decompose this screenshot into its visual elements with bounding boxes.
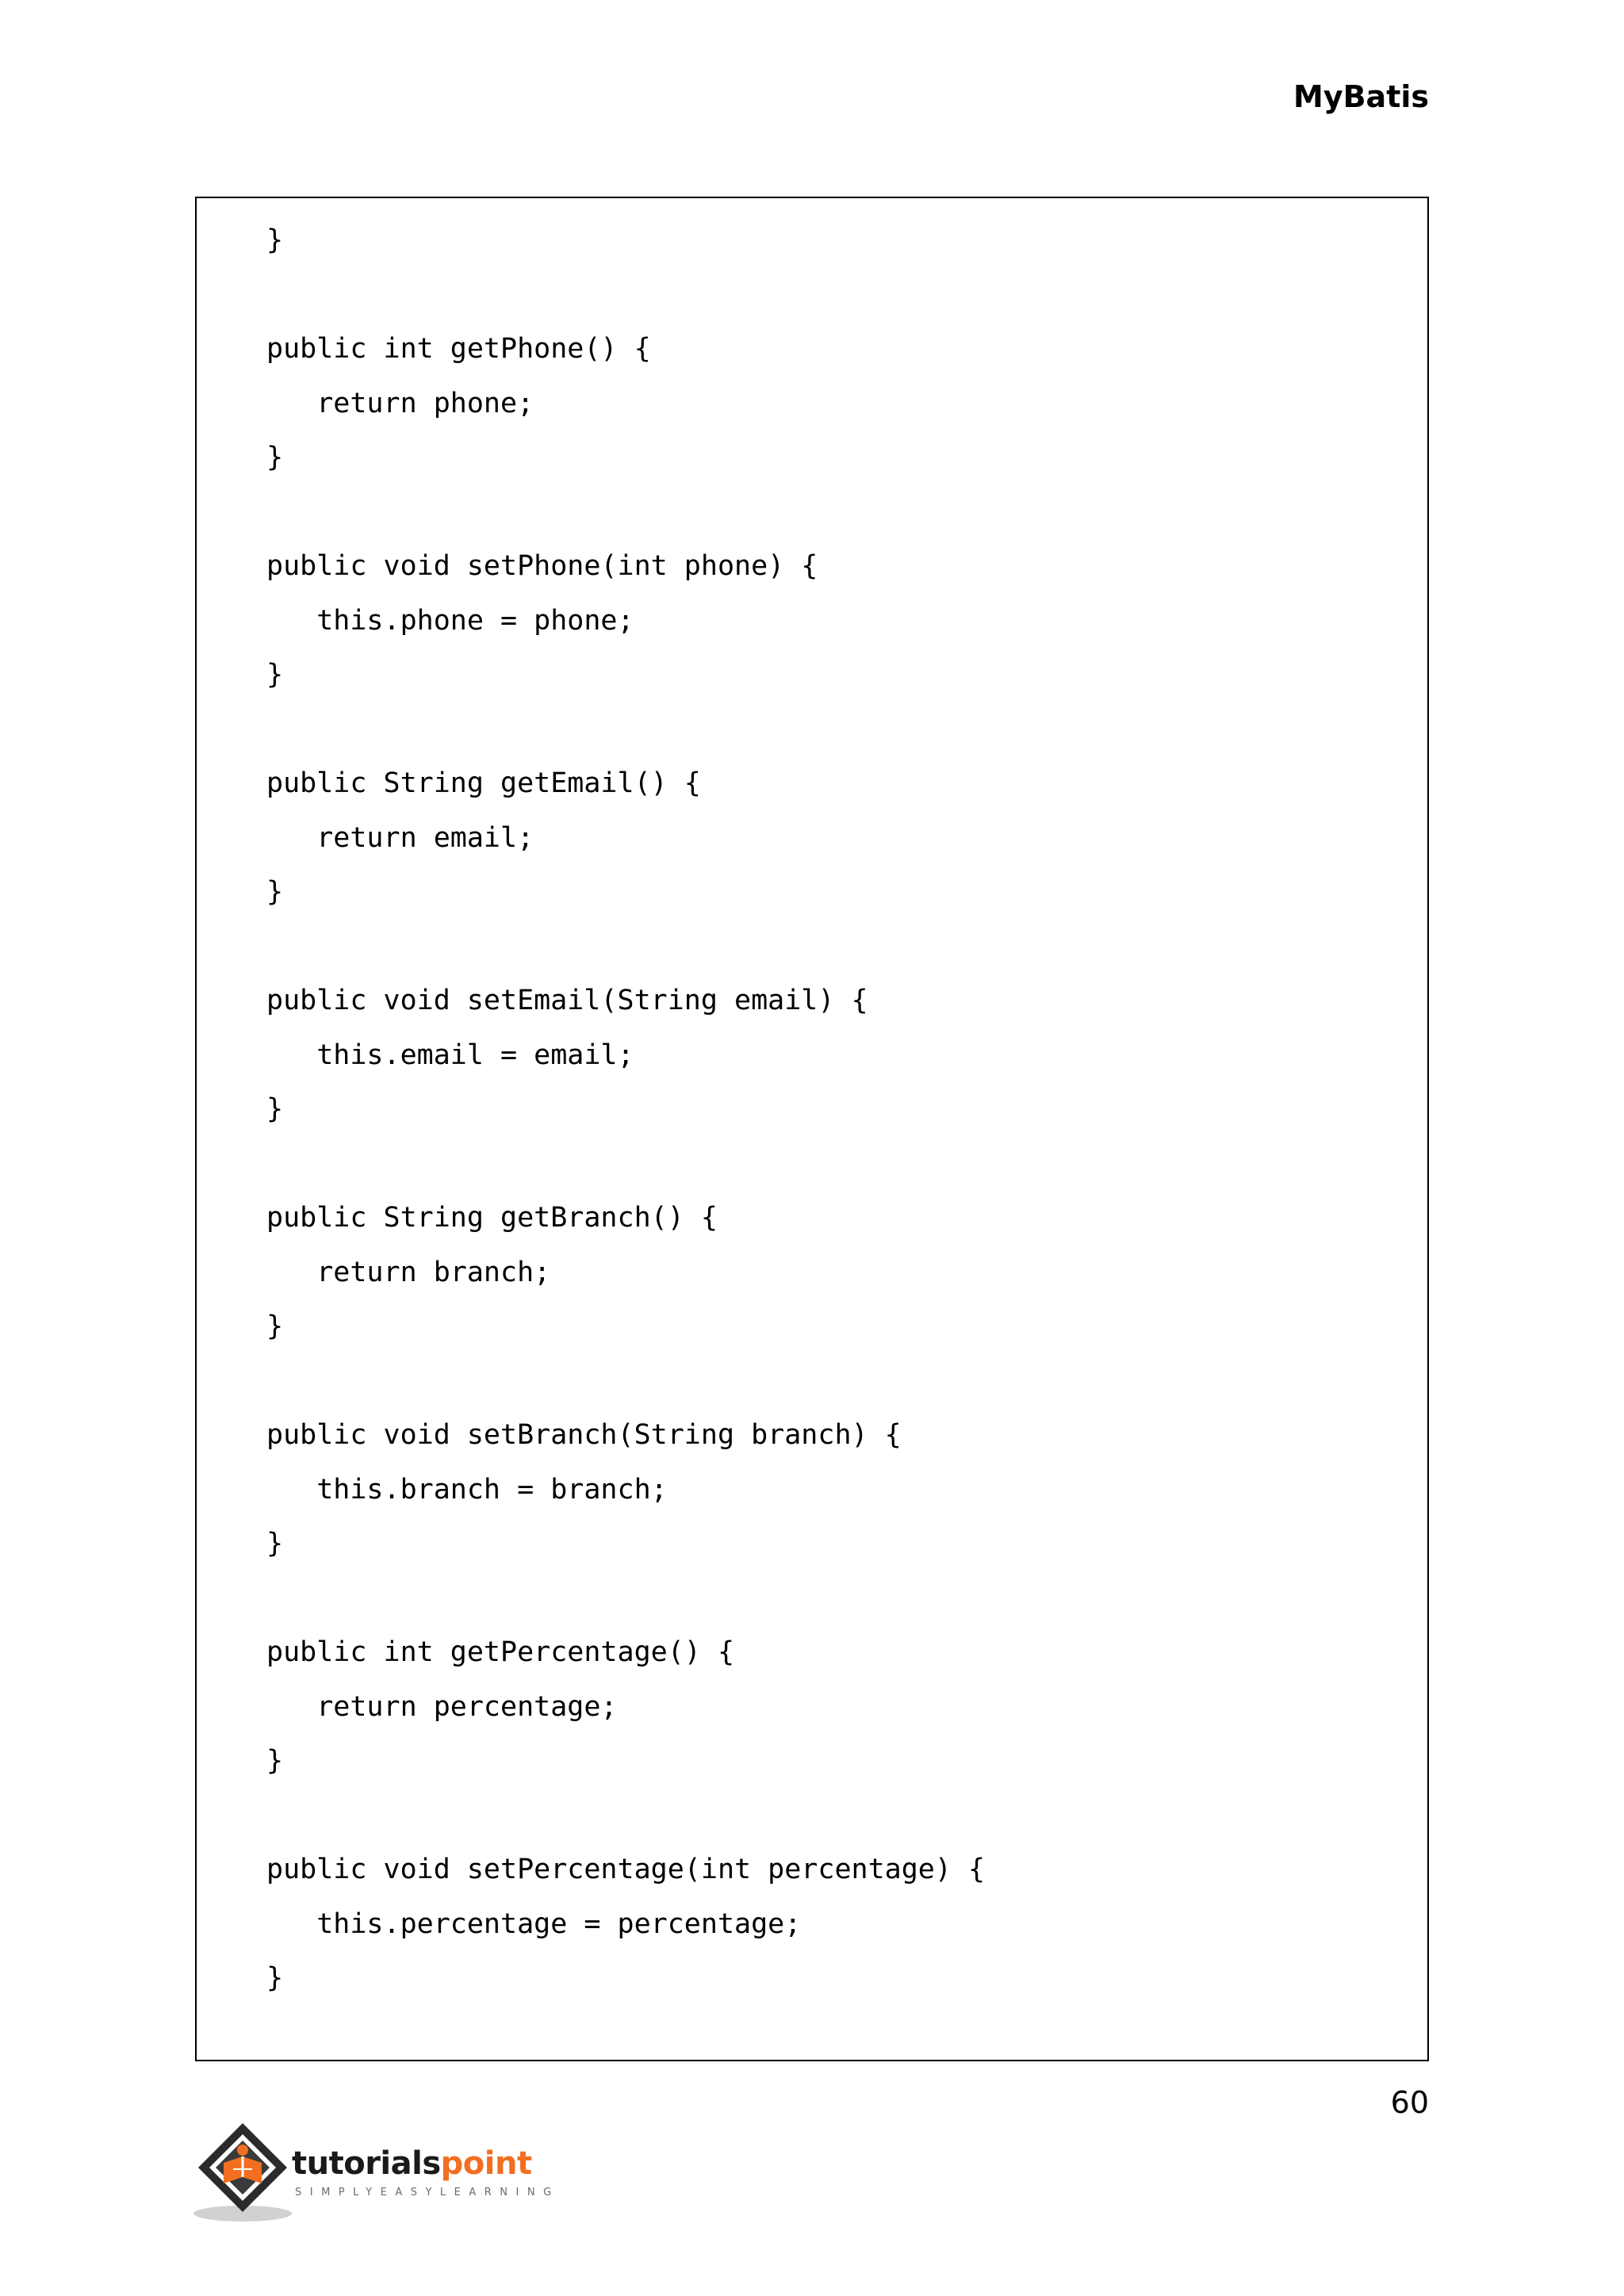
page-number: 60 bbox=[1390, 2085, 1429, 2120]
code-line bbox=[197, 268, 1427, 323]
code-line bbox=[197, 920, 1427, 974]
code-line: } bbox=[266, 442, 284, 473]
code-line bbox=[197, 1137, 1427, 1192]
code-line: return percentage; bbox=[266, 1690, 618, 1723]
tutorialspoint-logo bbox=[193, 2117, 560, 2228]
code-line: this.phone = phone; bbox=[266, 604, 634, 637]
code-line: } bbox=[266, 1093, 284, 1125]
code-line: public void setPercentage(int percentage) { bbox=[266, 1854, 986, 1885]
code-line: this.email = email; bbox=[266, 1039, 634, 1071]
code-line: } bbox=[266, 1745, 284, 1777]
code-line: } bbox=[266, 1962, 284, 1994]
code-lines bbox=[197, 213, 1427, 2006]
code-line: public String getEmail() { bbox=[266, 767, 701, 799]
code-line: this.percentage = percentage; bbox=[266, 1908, 802, 1940]
code-line: public int getPercentage() { bbox=[266, 1636, 735, 1668]
code-line: } bbox=[266, 876, 284, 908]
code-line: public void setPhone(int phone) { bbox=[266, 550, 818, 582]
logo-wordmark bbox=[292, 2145, 532, 2182]
code-line: public String getBranch() { bbox=[266, 1202, 718, 1234]
code-line: } bbox=[266, 1311, 284, 1342]
code-line: } bbox=[266, 659, 284, 691]
code-line: return email; bbox=[266, 821, 534, 854]
logo-word-part1: tutorials bbox=[292, 2145, 441, 2182]
logo-emblem-icon bbox=[193, 2117, 297, 2228]
code-listing-box bbox=[195, 197, 1429, 2061]
code-line: public void setEmail(String email) { bbox=[266, 985, 868, 1016]
code-line bbox=[197, 702, 1427, 757]
code-line: return branch; bbox=[266, 1256, 551, 1288]
code-line bbox=[197, 1354, 1427, 1409]
logo-word-part2: point bbox=[440, 2145, 532, 2182]
code-line: this.branch = branch; bbox=[266, 1473, 668, 1506]
code-line: public void setBranch(String branch) { bbox=[266, 1419, 902, 1451]
code-line bbox=[197, 485, 1427, 540]
code-line: public int getPhone() { bbox=[266, 333, 651, 365]
code-line: } bbox=[266, 1528, 284, 1559]
code-line: return phone; bbox=[266, 387, 534, 419]
code-line bbox=[197, 1571, 1427, 1626]
code-line: } bbox=[266, 224, 284, 256]
code-line bbox=[197, 1789, 1427, 1843]
running-header-title: MyBatis bbox=[1293, 79, 1429, 114]
logo-tagline: SIMPLYEASYLEARNING bbox=[295, 2187, 560, 2198]
